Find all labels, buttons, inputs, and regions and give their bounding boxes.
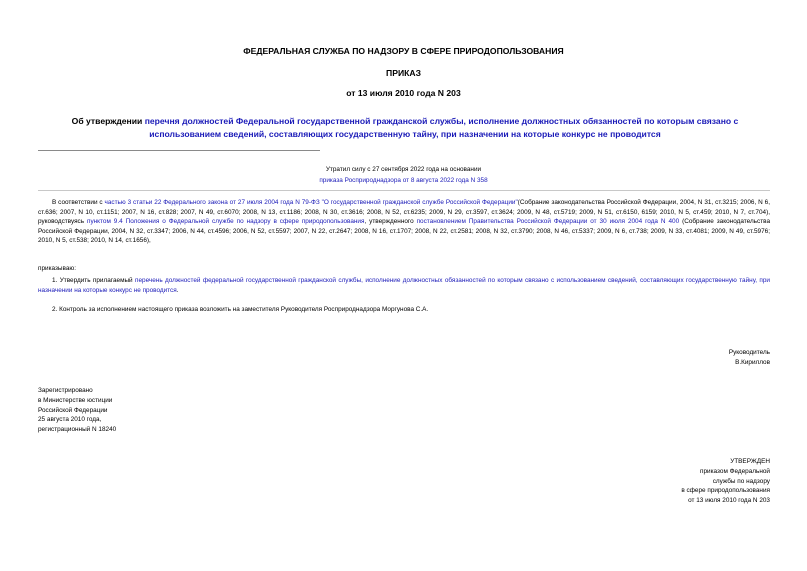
title-link[interactable]: перечня должностей Федеральной государственной гражданской службы, исполнение должностных обязанностей по которым связано с использованием сведений, составляющих государственную тайну, при назначении на которые конкурс не проводится bbox=[144, 116, 739, 139]
approved-line: приказом Федеральной bbox=[700, 467, 770, 475]
registration-block bbox=[38, 386, 116, 435]
orders-word: приказываю: bbox=[38, 265, 76, 272]
document-type: ПРИКАЗ bbox=[386, 68, 421, 78]
link-positions-list[interactable]: перечень должностей федеральной государственной гражданской службы, исполнение должностных обязанностей по которым связано с использованием сведений, составляющих государственную тайну, при назначении на которые конкурс не проводится bbox=[38, 277, 770, 294]
title-separator-line bbox=[38, 150, 320, 151]
registration-line: Зарегистрировано bbox=[38, 387, 93, 394]
paragraph-preamble bbox=[38, 198, 770, 246]
document-date-number: от 13 июля 2010 года N 203 bbox=[346, 88, 461, 98]
agency-name: ФЕДЕРАЛЬНАЯ СЛУЖБА ПО НАДЗОРУ В СФЕРЕ ПРИРОДОПОЛЬЗОВАНИЯ bbox=[243, 46, 564, 56]
approved-line: от 13 июля 2010 года N 203 bbox=[688, 497, 770, 505]
approved-line: в сфере природопользования bbox=[681, 487, 770, 495]
approved-line: службы по надзору bbox=[712, 477, 770, 485]
registration-line: Российской Федерации bbox=[38, 406, 108, 414]
registration-line: 25 августа 2010 года, bbox=[38, 416, 102, 424]
order-item-1 bbox=[38, 276, 770, 295]
preamble-text-2: (Собрание законодательства Российской Федерации, 2004, N 31, ст.3215; 2006, N 6, ст.636; 2007, N 10, ст.1151; 2007, N 16, ст.828; 2007, N 49, ст.6070; 2008, N 13, ст.1186; 2008, N 30, ст.3616; 2008, N 52, ст.6235; 2009, N 29, ст.3597, ст.3624; 2009, N 48, ст.5719; 2009, N 51, ст.6150, 6159; 2010, N 5, ст.459; 2010, N 7, ст.704), руководствуясь bbox=[38, 199, 770, 226]
registration-line: в Министерстве юстиции bbox=[38, 396, 113, 404]
preamble-text-3: , утвержденного bbox=[364, 218, 417, 226]
item1-text-2: . bbox=[176, 286, 179, 294]
document-title bbox=[60, 115, 750, 140]
link-government-resolution[interactable]: постановлением Правительства Российской Федерации от 30 июля 2004 года N 400 bbox=[416, 218, 680, 226]
order-item-2: 2. Контроль за исполнением настоящего приказа возложить на заместителя Руководителя Росприроднадзора Моргунова С.А. bbox=[52, 306, 429, 313]
approved-line: УТВЕРЖДЕН bbox=[730, 458, 770, 465]
title-prefix: Об утверждении bbox=[71, 116, 145, 126]
signature-position: Руководитель bbox=[728, 349, 770, 356]
link-federal-law[interactable]: частью 3 статьи 22 Федерального закона от 27 июля 2004 года N 79-ФЗ "О государственной гражданской службе Российской Федерации" bbox=[104, 199, 518, 206]
status-note-text: Утратил силу с 27 сентября 2022 года на основании bbox=[325, 166, 482, 173]
preamble-text-4: (Собрание законодательства Российской Федерации, 2004, N 32, ст.3347; 2006, N 44, ст.4596; 2006, N 52, ст.5597; 2007, N 22, ст.2647; 2008, N 16, ст.1707; 2008, N 22, ст.2581; 2008, N 32, ст.3790; 2008, N 46, ст.5337; 2009, N 6, ст.738; 2009, N 33, ст.4081; 2009, N 49, ст.5976; 2010, N 5, ст.538; 2010, N 14, ст.1656), bbox=[38, 218, 771, 245]
registration-line: регистрационный N 18240 bbox=[38, 426, 117, 434]
note-separator-line bbox=[38, 190, 770, 191]
status-note bbox=[260, 164, 547, 186]
signature-name: В.Кириллов bbox=[735, 358, 770, 366]
approved-block bbox=[560, 457, 770, 506]
preamble-text-1: В соответствии с bbox=[52, 199, 105, 206]
signature-block bbox=[560, 348, 770, 368]
item1-text-1: 1. Утвердить прилагаемый bbox=[52, 277, 136, 284]
link-regulation-point[interactable]: пунктом 9.4 Положения о Федеральной службе по надзору в сфере природопользования bbox=[87, 218, 365, 226]
status-note-link[interactable]: приказа Росприроднадзора от 8 августа 2022 года N 358 bbox=[319, 177, 488, 184]
